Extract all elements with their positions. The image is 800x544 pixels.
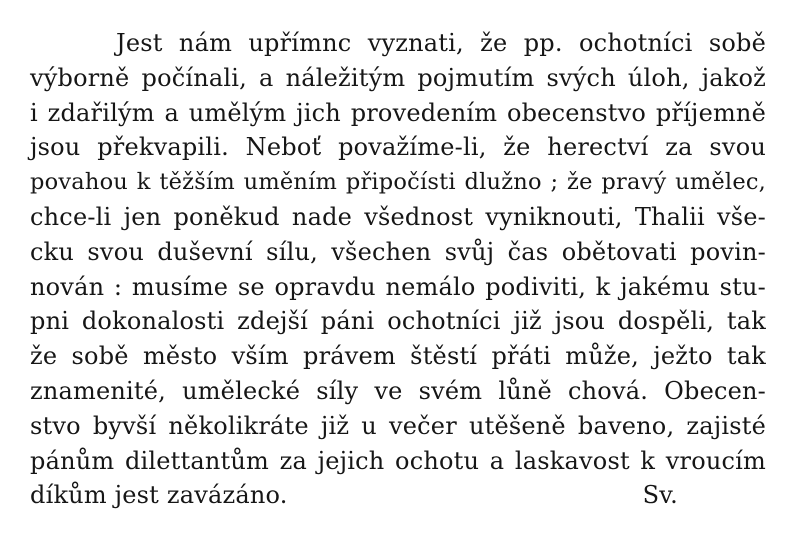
text-line-3: i zdařilým a umělým jich provedením obecenstvo příjemně [30,98,766,127]
signature: Sv. [642,481,678,510]
text-line-4: jsou překvapili. Neboť považíme-li, že herectví za svou [30,133,766,162]
closing-line [30,478,766,513]
text-line-13: pánům dilettantům za jejich ochotu a laskavost k vroucím [30,446,766,475]
text-line-6: chce-li jen poněkud nade všednost vyniknouti, Thalii vše- [30,202,766,231]
text-line-5: povahou k těžším uměním připočísti dlužno ; že pravý umělec, [30,169,766,196]
text-line-10: že sobě město vším právem štěstí přáti může, ježto tak [30,342,766,371]
text-line-7: cku svou duševní sílu, všechen svůj čas obětovati povin- [30,237,766,266]
text-line-1: Jest nám upřímnc vyznati, že pp. ochotníci sobě [116,29,766,57]
text-line-8: nován : musíme se opravdu nemálo podiviti, k jakému stu- [30,272,766,301]
text-line-11: znamenité, umělecké síly ve svém lůně chová. Obecen- [30,376,766,405]
text-line-9: pni dokonalosti zdejší páni ochotníci již jsou dospěli, tak [30,307,766,336]
text-line-2: výborně počínali, a náležitým pojmutím svých úloh, jakož [30,63,766,92]
text-line-12: stvo byvší několikráte již u večer utěšeně baveno, zajisté [30,411,766,440]
article-paragraph [30,26,766,513]
closing-text: díkům jest zavázáno. [30,481,288,510]
